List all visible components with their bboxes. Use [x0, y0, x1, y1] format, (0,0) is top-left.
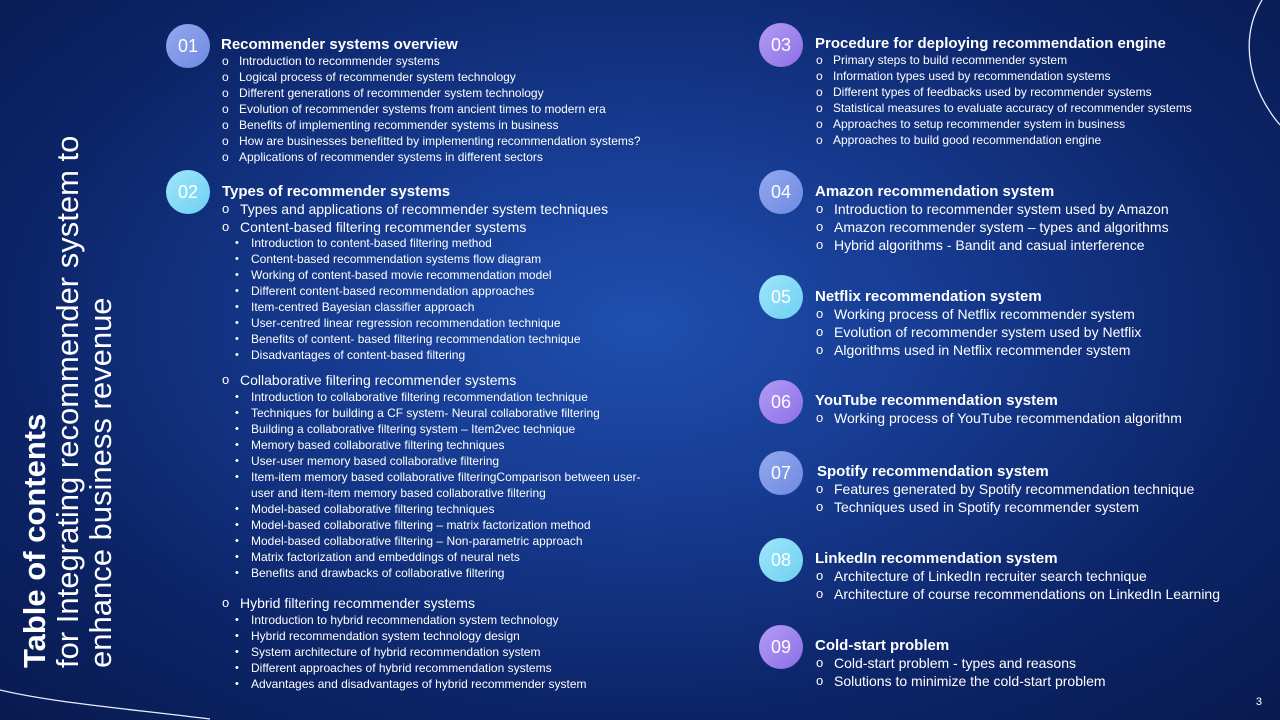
list-item: o Evolution of recommender system used by Netflix: [816, 323, 1141, 341]
section-title: LinkedIn recommendation system: [815, 550, 1058, 567]
list-item: o Introduction to recommender system used by Amazon: [816, 200, 1169, 218]
section-number-badge: 03: [759, 23, 803, 67]
section-number-badge: 09: [759, 625, 803, 669]
list-item: o Information types used by recommendation systems: [816, 68, 1192, 84]
section-title: YouTube recommendation system: [815, 392, 1058, 409]
title-bold: Table of contents: [17, 413, 52, 668]
title-line-2: enhance business revenue: [83, 297, 118, 668]
list-item: • Working of content-based movie recommendation model: [233, 267, 581, 283]
section-items: [816, 305, 1141, 359]
section-number-badge: 04: [759, 170, 803, 214]
list-item: o Approaches to build good recommendation engine: [816, 132, 1192, 148]
list-item: o Primary steps to build recommender system: [816, 52, 1192, 68]
collaborative-items: [233, 389, 641, 581]
section-title: Procedure for deploying recommendation engine: [815, 35, 1166, 52]
section-number-badge: 07: [759, 451, 803, 495]
section-title: Types of recommender systems: [222, 183, 451, 200]
list-item: • Introduction to content-based filtering method: [233, 235, 581, 251]
list-item: o Statistical measures to evaluate accuracy of recommender systems: [816, 100, 1192, 116]
list-item: o Working process of YouTube recommendation algorithm: [816, 409, 1182, 427]
list-item: o Cold-start problem - types and reasons: [816, 654, 1106, 672]
list-item: • Matrix factorization and embeddings of neural nets: [233, 549, 641, 565]
section-number-badge: 01: [166, 24, 210, 68]
section-title: Spotify recommendation system: [817, 463, 1049, 480]
list-item: o Hybrid algorithms - Bandit and casual interference: [816, 236, 1169, 254]
list-item: • Hybrid recommendation system technology design: [233, 628, 587, 644]
list-item: o Features generated by Spotify recommendation technique: [816, 480, 1194, 498]
list-item: o Approaches to setup recommender system in business: [816, 116, 1192, 132]
list-item: • Benefits and drawbacks of collaborative filtering: [233, 565, 641, 581]
list-item: o Applications of recommender systems in different sectors: [222, 149, 641, 165]
hybrid-items: [233, 612, 587, 692]
list-item: • Building a collaborative filtering system – Item2vec technique: [233, 421, 641, 437]
list-item: o Architecture of LinkedIn recruiter search technique: [816, 567, 1220, 585]
list-item: • User-user memory based collaborative filtering: [233, 453, 641, 469]
list-item: • Model-based collaborative filtering techniques: [233, 501, 641, 517]
list-item: • Model-based collaborative filtering – Non-parametric approach: [233, 533, 641, 549]
section-number-badge: 06: [759, 380, 803, 424]
list-item: • Techniques for building a CF system- Neural collaborative filtering: [233, 405, 641, 421]
title-line-1: for Integrating recommender system to: [50, 135, 85, 668]
list-item: • Different approaches of hybrid recommendation systems: [233, 660, 587, 676]
list-item: • Advantages and disadvantages of hybrid recommender system: [233, 676, 587, 692]
hybrid-heading: o Hybrid filtering recommender systems: [222, 594, 475, 612]
section-title: Amazon recommendation system: [815, 183, 1055, 200]
section-items: [816, 200, 1169, 254]
section-number-badge: 08: [759, 538, 803, 582]
list-item: o Different types of feedbacks used by recommender systems: [816, 84, 1192, 100]
list-item: o Solutions to minimize the cold-start problem: [816, 672, 1106, 690]
list-item: o Benefits of implementing recommender systems in business: [222, 117, 641, 133]
page-title: [18, 28, 117, 668]
section-items: [816, 480, 1194, 516]
list-item: • Introduction to collaborative filtering recommendation technique: [233, 389, 641, 405]
section-number-badge: 05: [759, 275, 803, 319]
list-item: o Algorithms used in Netflix recommender system: [816, 341, 1141, 359]
list-item: • Memory based collaborative filtering techniques: [233, 437, 641, 453]
list-item: o Different generations of recommender system technology: [222, 85, 641, 101]
section-title: Cold-start problem: [815, 637, 950, 654]
list-item: o Content-based filtering recommender systems: [222, 218, 608, 236]
collaborative-heading: o Collaborative filtering recommender systems: [222, 371, 516, 389]
section-items: [816, 409, 1182, 427]
list-item: o Amazon recommender system – types and algorithms: [816, 218, 1169, 236]
section-items: [816, 567, 1220, 603]
page-number: 3: [1255, 696, 1262, 708]
list-item: • Different content-based recommendation approaches: [233, 283, 581, 299]
list-item: o Types and applications of recommender system techniques: [222, 200, 608, 218]
list-item: • Disadvantages of content-based filtering: [233, 347, 581, 363]
list-item: • User-centred linear regression recommendation technique: [233, 315, 581, 331]
list-item: o Evolution of recommender systems from ancient times to modern era: [222, 101, 641, 117]
list-item: o Introduction to recommender systems: [222, 53, 641, 69]
list-item: • Item-item memory based collaborative filteringComparison between user-: [233, 469, 641, 485]
section-items: [222, 200, 608, 236]
list-item-continuation: user and item-item memory based collaborative filtering: [251, 486, 546, 500]
list-item: • Item-centred Bayesian classifier approach: [233, 299, 581, 315]
list-item: • System architecture of hybrid recommendation system: [233, 644, 587, 660]
content-based-items: [233, 235, 581, 363]
list-item: o Architecture of course recommendations on LinkedIn Learning: [816, 585, 1220, 603]
section-title: Recommender systems overview: [221, 36, 458, 53]
list-item: • Benefits of content- based filtering recommendation technique: [233, 331, 581, 347]
section-number-badge: 02: [166, 170, 210, 214]
list-item: o Logical process of recommender system technology: [222, 69, 641, 85]
list-item: • Model-based collaborative filtering – matrix factorization method: [233, 517, 641, 533]
list-item: o Techniques used in Spotify recommender system: [816, 498, 1194, 516]
list-item: o How are businesses benefitted by implementing recommendation systems?: [222, 133, 641, 149]
list-item: o Working process of Netflix recommender system: [816, 305, 1141, 323]
list-item: • Introduction to hybrid recommendation system technology: [233, 612, 587, 628]
section-items: [222, 53, 641, 165]
section-items: [816, 52, 1192, 148]
section-items: [816, 654, 1106, 690]
list-item: • Content-based recommendation systems flow diagram: [233, 251, 581, 267]
section-title: Netflix recommendation system: [815, 288, 1042, 305]
